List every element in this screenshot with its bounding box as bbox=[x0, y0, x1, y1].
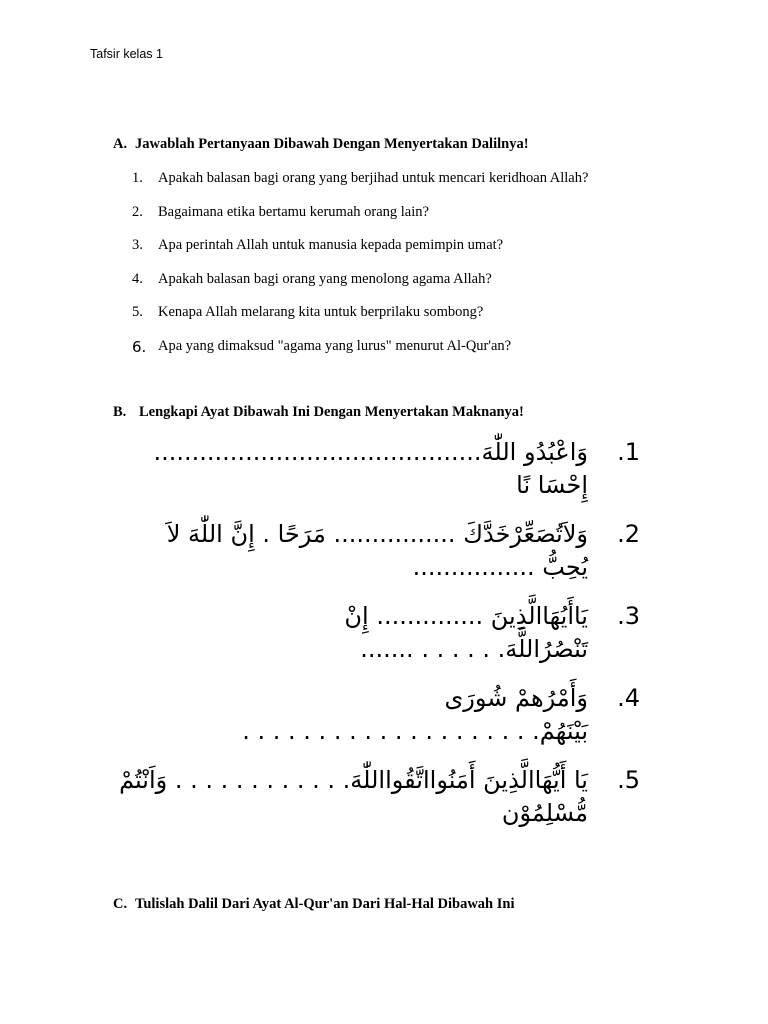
question-number: 6. bbox=[132, 337, 147, 356]
question-item bbox=[132, 204, 588, 238]
ayat-line: يُحِبُّ ................ bbox=[412, 553, 588, 581]
question-item bbox=[132, 304, 588, 338]
ayat-item bbox=[100, 600, 640, 666]
question-text: Apa yang dimaksud "agama yang lurus" menurut Al-Qur'an? bbox=[158, 337, 512, 354]
section-b-heading: Lengkapi Ayat Dibawah Ini Dengan Menyertakan Maknanya! bbox=[139, 404, 524, 420]
question-item bbox=[132, 170, 588, 204]
question-number: 2. bbox=[132, 203, 143, 220]
ayat-number: .5 bbox=[617, 766, 640, 794]
question-text: Kenapa Allah melarang kita untuk berprilaku sombong? bbox=[158, 304, 484, 320]
question-text: Bagaimana etika bertamu kerumah orang lain? bbox=[158, 203, 429, 220]
ayat-item bbox=[100, 436, 640, 502]
ayat-text bbox=[100, 436, 640, 502]
ayat-number: .1 bbox=[617, 438, 640, 466]
ayat-line: يَا أَيُّهَاالَّذِينَ أَمَنُوااتَّقُوااللّٰهَ. . . . . . . . . . . . وَاَنْتُمْ bbox=[119, 766, 588, 794]
ayat-number: .2 bbox=[617, 520, 640, 548]
question-text: Apa perintah Allah untuk manusia kepada pemimpin umat? bbox=[158, 237, 504, 253]
ayat-item bbox=[100, 764, 640, 830]
question-item bbox=[132, 271, 588, 305]
question-number: 5. bbox=[132, 304, 143, 320]
question-text: Apakah balasan bagi orang yang menolong agama Allah? bbox=[158, 270, 492, 287]
document-header: Tafsir kelas 1 bbox=[90, 47, 163, 61]
ayat-number: .4 bbox=[617, 684, 640, 712]
question-number: 4. bbox=[132, 270, 143, 287]
section-a-title bbox=[113, 136, 529, 153]
question-item bbox=[132, 237, 588, 271]
ayat-line: تَنْصُرُاللَّهَ. . . . . . ....... bbox=[360, 635, 588, 663]
section-a-letter: A. bbox=[113, 136, 128, 152]
ayat-line: وَاعْبُدُو اللّٰهَ........................................... bbox=[153, 438, 588, 466]
section-a-heading: Jawablah Pertanyaan Dibawah Dengan Menyertakan Dalilnya! bbox=[135, 136, 529, 152]
section-c-title bbox=[113, 896, 514, 913]
ayat-line: مُّسْلِمُوْن bbox=[501, 799, 588, 827]
question-text: Apakah balasan bagi orang yang berjihad untuk mencari keridhoan Allah? bbox=[158, 170, 589, 186]
section-b-letter: B. bbox=[113, 404, 127, 420]
question-item bbox=[132, 338, 588, 372]
ayat-text bbox=[100, 764, 640, 830]
ayat-line: وَلاَتُصَعِّرْخَدَّكَ ................ مَرَحًا . إِنَّ اللّٰهَ لاَ bbox=[166, 520, 588, 548]
section-c-letter: C. bbox=[113, 896, 128, 912]
ayat-text bbox=[100, 682, 640, 748]
section-b-title bbox=[113, 404, 524, 421]
question-number: 3. bbox=[132, 237, 143, 253]
ayat-line: بَيْنَهُمْ. . . . . . . . . . . . . . . . . . . . bbox=[242, 717, 588, 745]
ayat-item bbox=[100, 518, 640, 584]
ayat-number: .3 bbox=[617, 602, 640, 630]
ayat-line: وَأَمْرُهمْ شُورَى bbox=[444, 684, 588, 712]
ayat-line: يَاأَيُهَاالَّذِينَ .............. إِنْ bbox=[344, 602, 588, 630]
ayat-line: إِحْسَا نًا bbox=[516, 471, 588, 499]
ayat-text bbox=[100, 600, 640, 666]
ayat-text bbox=[100, 518, 640, 584]
question-number: 1. bbox=[132, 170, 143, 186]
ayat-item bbox=[100, 682, 640, 748]
section-c-heading: Tulislah Dalil Dari Ayat Al-Qur'an Dari Hal-Hal Dibawah Ini bbox=[135, 896, 515, 912]
question-list bbox=[132, 170, 588, 371]
